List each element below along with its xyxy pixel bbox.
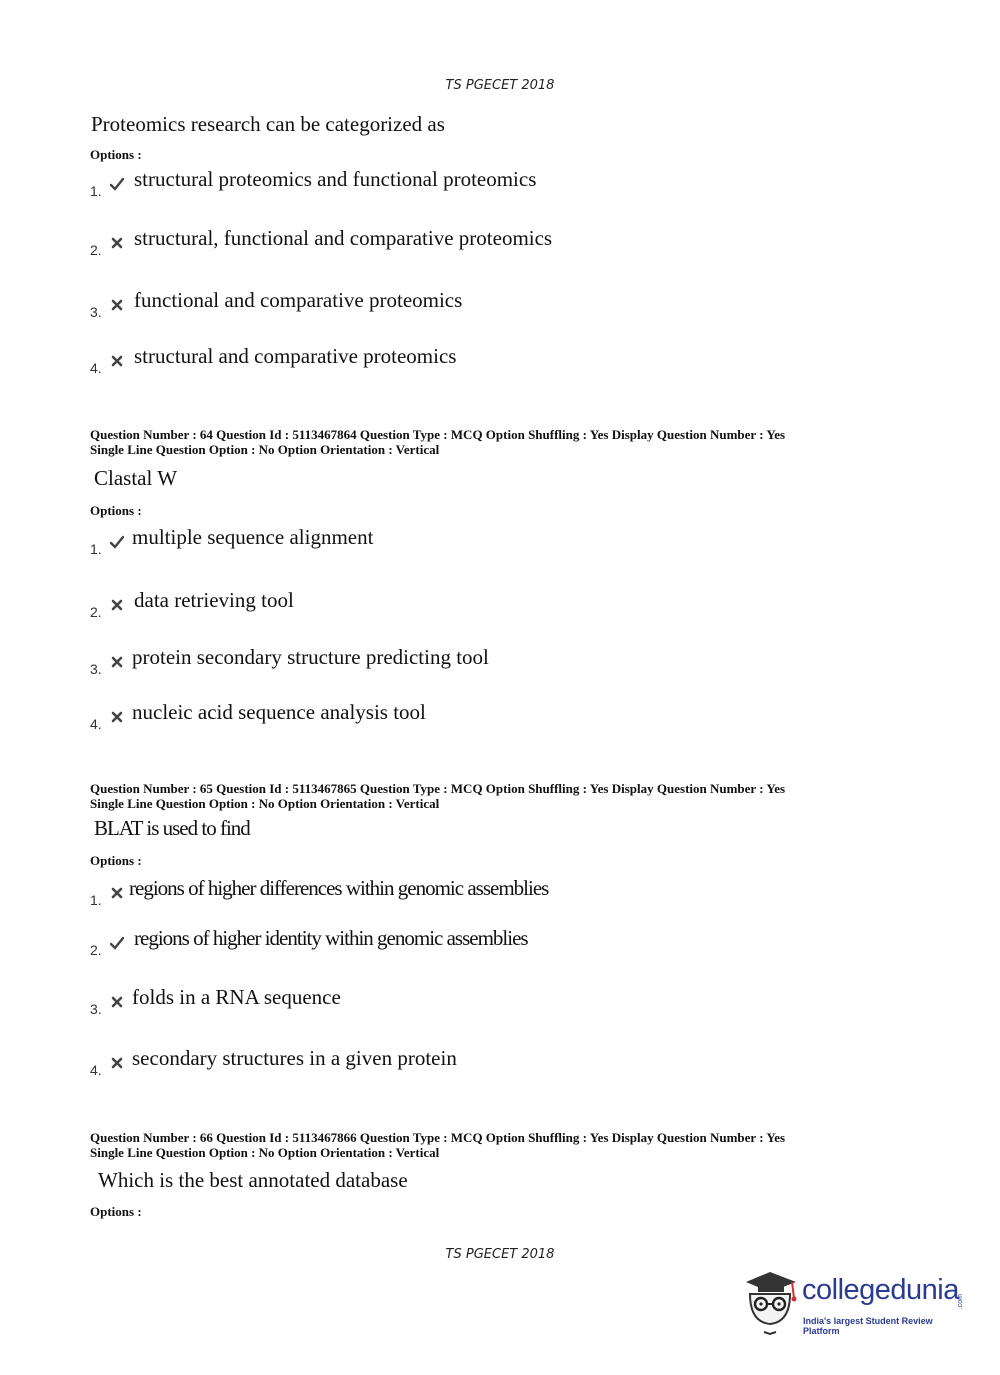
check-icon bbox=[110, 177, 124, 191]
option-number: 1. bbox=[90, 541, 102, 557]
option-number: 3. bbox=[90, 1001, 102, 1017]
option-text: data retrieving tool bbox=[134, 588, 294, 612]
page-header: TS PGECET 2018 bbox=[445, 78, 555, 93]
option-number: 1. bbox=[90, 892, 102, 908]
cross-icon bbox=[110, 1056, 124, 1070]
mascot-icon bbox=[740, 1268, 802, 1336]
logo-tagline: India's largest Student Review Platform bbox=[803, 1316, 933, 1336]
cross-icon bbox=[110, 236, 124, 250]
question-meta bbox=[90, 1130, 785, 1160]
options-label: Options : bbox=[90, 853, 142, 868]
option-number: 4. bbox=[90, 1062, 102, 1078]
check-icon bbox=[110, 936, 124, 950]
question-text: Which is the best annotated database bbox=[98, 1168, 408, 1192]
option-text: nucleic acid sequence analysis tool bbox=[132, 700, 426, 724]
page-footer: TS PGECET 2018 bbox=[445, 1247, 555, 1262]
cross-icon bbox=[110, 598, 124, 612]
option-text: structural, functional and comparative proteomics bbox=[134, 226, 553, 250]
question-meta bbox=[90, 781, 785, 811]
options-label: Options : bbox=[90, 147, 142, 162]
question-text: Proteomics research can be categorized as bbox=[91, 112, 445, 136]
options-label: Options : bbox=[90, 503, 142, 518]
question-text: BLAT is used to find bbox=[94, 816, 250, 840]
option-number: 1. bbox=[90, 183, 102, 199]
check-icon bbox=[110, 535, 124, 549]
option-text: multiple sequence alignment bbox=[132, 525, 374, 549]
cross-icon bbox=[110, 354, 124, 368]
option-text: structural and comparative proteomics bbox=[134, 344, 457, 368]
question-meta-line1: Question Number : 66 Question Id : 5113467866 Question Type : MCQ Option Shuffling : Yes Display Question Number : Yes bbox=[90, 1130, 786, 1145]
option-number: 2. bbox=[90, 942, 102, 958]
cross-icon bbox=[110, 886, 124, 900]
option-number: 3. bbox=[90, 661, 102, 677]
question-meta-line1: Question Number : 65 Question Id : 5113467865 Question Type : MCQ Option Shuffling : Yes Display Question Number : Yes bbox=[90, 781, 786, 796]
cross-icon bbox=[110, 995, 124, 1009]
option-text: regions of higher identity within genomic assemblies bbox=[134, 926, 528, 950]
option-text: structural proteomics and functional proteomics bbox=[134, 167, 537, 191]
question-meta-line2: Single Line Question Option : No Option Orientation : Vertical bbox=[90, 442, 440, 457]
option-number: 2. bbox=[90, 604, 102, 620]
collegedunia-logo bbox=[740, 1268, 970, 1338]
cross-icon bbox=[110, 655, 124, 669]
option-number: 3. bbox=[90, 304, 102, 320]
option-number: 4. bbox=[90, 360, 102, 376]
question-meta bbox=[90, 427, 785, 457]
question-text: Clastal W bbox=[94, 466, 178, 490]
option-text: regions of higher differences within genomic assemblies bbox=[129, 876, 549, 900]
question-meta-line2: Single Line Question Option : No Option Orientation : Vertical bbox=[90, 1145, 440, 1160]
option-text: secondary structures in a given protein bbox=[132, 1046, 457, 1070]
option-number: 2. bbox=[90, 242, 102, 258]
option-number: 4. bbox=[90, 716, 102, 732]
logo-domain: .com bbox=[957, 1294, 964, 1310]
option-text: protein secondary structure predicting tool bbox=[132, 645, 489, 669]
options-label: Options : bbox=[90, 1204, 142, 1219]
cross-icon bbox=[110, 710, 124, 724]
option-text: functional and comparative proteomics bbox=[134, 288, 463, 312]
question-meta-line1: Question Number : 64 Question Id : 5113467864 Question Type : MCQ Option Shuffling : Yes Display Question Number : Yes bbox=[90, 427, 786, 442]
option-text: folds in a RNA sequence bbox=[132, 985, 341, 1009]
question-meta-line2: Single Line Question Option : No Option Orientation : Vertical bbox=[90, 796, 440, 811]
cross-icon bbox=[110, 298, 124, 312]
logo-name: collegedunia bbox=[802, 1274, 959, 1306]
